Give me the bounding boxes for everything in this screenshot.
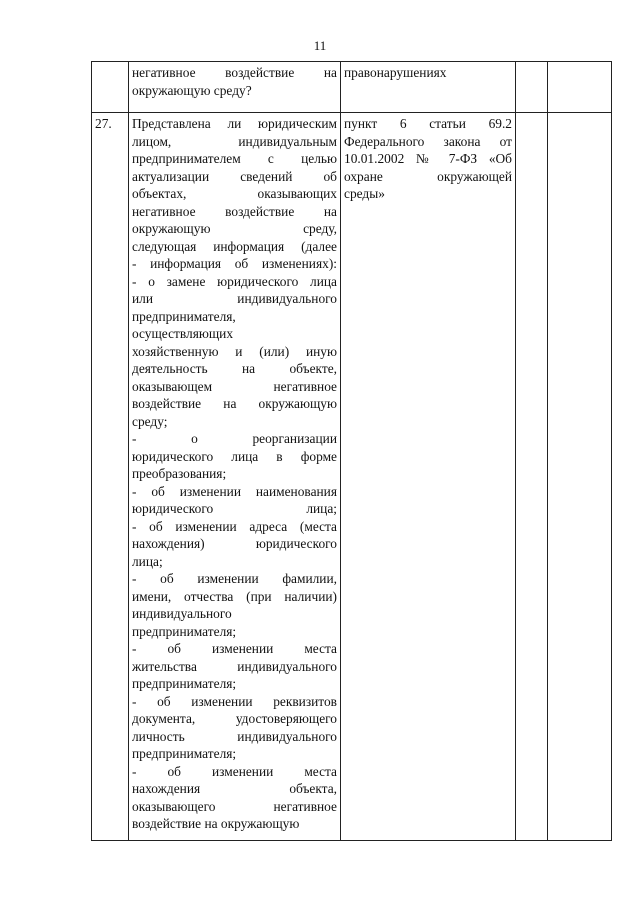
question-line: имени, отчества (при наличии) [132,588,337,604]
question-line: Представлена ли юридическим [132,116,337,131]
question-line: окружающую среду, [132,221,337,236]
question-line: индивидуального [132,606,232,621]
question-line: актуализации сведений об [132,168,337,184]
answer-cell[interactable] [516,62,548,113]
question-line: окружающую среду? [132,82,252,98]
question-line: лица; [132,553,163,569]
notes-cell[interactable] [548,113,612,841]
page-number: 11 [313,38,327,53]
question-line: среду; [132,413,168,429]
question-line: объектах, оказывающих [132,186,337,201]
legal-reference-line: правонарушениях [344,65,447,80]
question-cell [129,62,341,113]
question-line: предпринимателя; [132,676,237,691]
table-row [92,62,612,113]
question-line: преобразования; [132,466,227,481]
question-line: - о реорганизации [132,431,337,446]
requirements-table [91,61,612,841]
question-line: жительства индивидуального [132,658,337,674]
row-number-cell [92,62,129,113]
question-line: лицом, индивидуальным [132,133,337,149]
question-line: - об изменении места [132,763,337,779]
question-line: нахождения объекта, [132,781,337,796]
question-line: предпринимателем с целью [132,151,337,166]
question-line: воздействие на окружающую [132,396,337,411]
question-line: или индивидуального [132,291,337,306]
legal-reference-cell [341,62,516,113]
table-row [92,113,612,841]
question-line: - об изменении фамилии, [132,571,337,586]
question-line: хозяйственную и (или) иную [132,343,337,359]
notes-cell[interactable] [548,62,612,113]
question-line: - об изменении реквизитов [132,693,337,709]
question-line: оказывающем негативное [132,378,337,394]
question-line: деятельность на объекте, [132,361,337,376]
question-line: юридического лица в форме [132,448,337,464]
question-line: личность индивидуального [132,728,337,744]
question-line: - информация об изменениях): [132,256,337,271]
question-line: предпринимателя; [132,623,237,639]
legal-reference-line: Федерального закона от [344,133,512,149]
legal-reference-cell [341,113,516,841]
question-line: документа, удостоверяющего [132,711,337,726]
question-line: - о замене юридического лица [132,273,337,289]
question-line: осуществляющих [132,326,234,341]
answer-cell[interactable] [516,113,548,841]
question-line: юридического лица; [132,501,337,516]
question-cell [129,113,341,841]
question-line: оказывающего негативное [132,798,337,814]
legal-reference-line: пункт 6 статьи 69.2 [344,116,512,131]
legal-reference-line: охране окружающей [344,168,512,184]
question-line: предпринимателя; [132,746,237,761]
row-number-cell: 27. [92,113,129,841]
question-line: - об изменении адреса (места [132,518,337,534]
legal-reference-line: 10.01.2002 № 7-ФЗ «Об [344,151,512,166]
question-line: - об изменении наименования [132,483,337,499]
question-line: следующая информация (далее [132,238,337,254]
question-line: воздействие на окружающую [132,816,300,831]
question-line: негативное воздействие на [132,65,337,80]
question-line: предпринимателя, [132,308,236,324]
question-line: - об изменении места [132,641,337,656]
legal-reference-line: среды» [344,186,385,201]
question-line: нахождения) юридического [132,536,337,551]
question-line: негативное воздействие на [132,203,337,219]
